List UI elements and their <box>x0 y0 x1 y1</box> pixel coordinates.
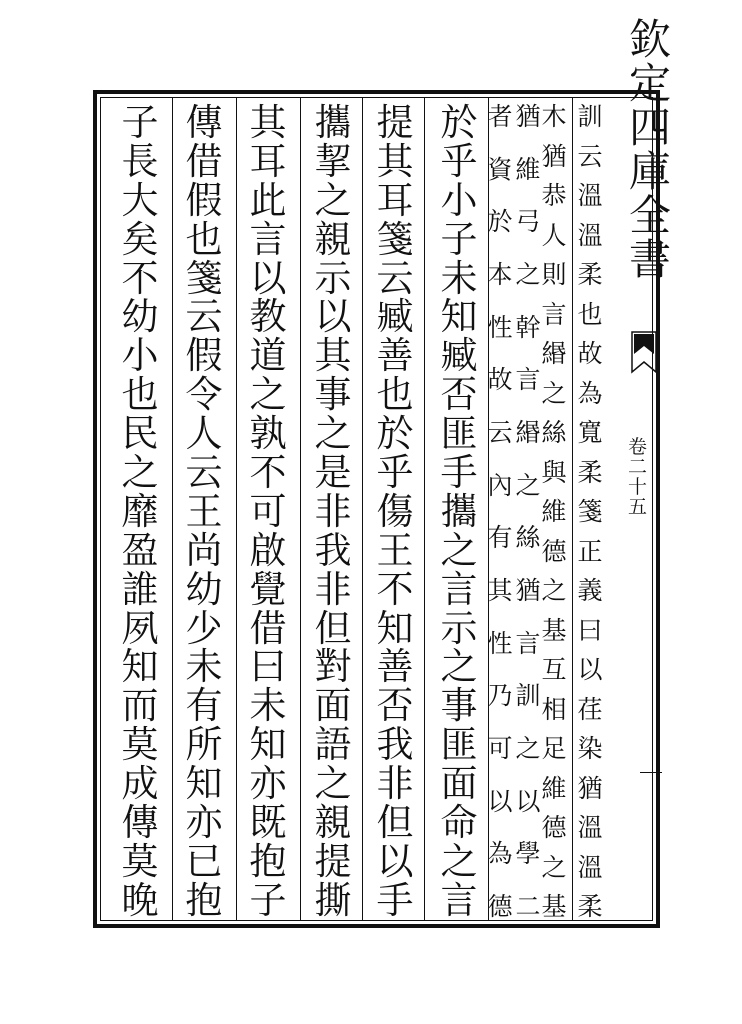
main-text-char: 誰 <box>121 567 159 611</box>
main-text-char: 示 <box>440 606 478 650</box>
commentary-char: 猶 <box>515 102 541 131</box>
main-text-char: 於 <box>440 101 478 144</box>
main-text-char: 長 <box>121 139 159 183</box>
main-text-column <box>117 101 163 922</box>
main-text-char: 否 <box>440 373 478 417</box>
commentary-char: 足 <box>541 734 567 763</box>
main-text-char: 少 <box>185 606 223 650</box>
main-text-char: 箋 <box>376 217 414 261</box>
main-text-char: 盈 <box>121 528 159 572</box>
main-text-char: 之 <box>440 645 478 689</box>
main-text-char: 有 <box>185 684 223 728</box>
main-text-char: 也 <box>376 373 414 417</box>
main-text-char: 孰 <box>249 412 287 456</box>
main-text-char: 攜 <box>314 101 352 144</box>
main-text-char: 子 <box>440 217 478 261</box>
commentary-char: 資 <box>487 154 513 184</box>
main-text-char: 此 <box>249 178 287 222</box>
commentary-char: 正 <box>577 536 603 566</box>
main-text-char: 語 <box>314 723 352 767</box>
main-text-char: 耳 <box>376 178 414 222</box>
commentary-char: 與 <box>541 457 567 487</box>
main-text-char: 是 <box>314 451 352 495</box>
main-text-char: 手 <box>376 878 414 922</box>
commentary-char: 故 <box>577 339 603 368</box>
commentary-char: 維 <box>515 154 541 184</box>
commentary-char: 故 <box>487 365 513 395</box>
commentary-char: 基 <box>541 615 567 645</box>
main-text-char: 覺 <box>249 567 287 611</box>
main-text-char: 不 <box>376 567 414 611</box>
commentary-column <box>485 104 515 919</box>
commentary-char: 人 <box>541 220 567 250</box>
commentary-char: 溫 <box>577 181 603 210</box>
main-text-char: 王 <box>376 528 414 572</box>
commentary-char: 柔 <box>577 260 603 289</box>
column-rule <box>572 97 573 921</box>
main-text-char: 我 <box>376 723 414 767</box>
main-text-char: 乎 <box>376 451 414 495</box>
volume-char: 五 <box>628 495 648 518</box>
commentary-char: 言 <box>541 299 567 329</box>
commentary-char: 云 <box>577 141 603 171</box>
commentary-char: 乃 <box>487 681 513 711</box>
main-text-char: 晚 <box>121 878 159 922</box>
commentary-column <box>539 104 569 919</box>
commentary-char: 荏 <box>577 694 603 724</box>
main-text-char: 匪 <box>440 723 478 767</box>
main-text-column <box>372 101 418 922</box>
commentary-char: 猶 <box>515 575 541 605</box>
main-text-char: 攜 <box>440 489 478 533</box>
commentary-char: 柔 <box>577 457 603 487</box>
main-text-char: 示 <box>314 256 352 300</box>
main-text-char: 莫 <box>121 723 159 767</box>
main-text-column <box>245 101 291 922</box>
commentary-char: 內 <box>487 470 513 500</box>
main-text-char: 小 <box>121 334 159 378</box>
commentary-char: 寬 <box>577 418 603 447</box>
main-text-char: 以 <box>249 256 287 300</box>
main-text-char: 所 <box>185 723 223 767</box>
commentary-char: 猶 <box>541 141 567 171</box>
main-text-char: 矣 <box>121 217 159 261</box>
main-text-char: 既 <box>249 801 287 845</box>
main-text-char: 幼 <box>185 567 223 611</box>
commentary-char: 相 <box>541 694 567 724</box>
main-text-char: 臧 <box>440 334 478 378</box>
main-text-char: 也 <box>185 217 223 261</box>
main-text-char: 傳 <box>185 101 223 144</box>
main-text-char: 我 <box>314 528 352 572</box>
commentary-char: 基 <box>541 892 567 921</box>
commentary-char: 者 <box>487 102 513 131</box>
commentary-char: 之 <box>515 733 541 763</box>
commentary-char: 其 <box>487 575 513 605</box>
main-text-char: 云 <box>185 295 223 339</box>
commentary-char: 之 <box>541 378 567 408</box>
main-text-char: 乎 <box>440 139 478 183</box>
commentary-char: 德 <box>541 536 567 566</box>
main-text-char: 知 <box>249 723 287 767</box>
main-text-char: 其 <box>249 101 287 144</box>
main-text-char: 非 <box>314 489 352 533</box>
main-text-char: 面 <box>440 762 478 806</box>
main-text-char: 靡 <box>121 489 159 533</box>
main-text-char: 借 <box>185 139 223 183</box>
main-text-char: 亦 <box>185 801 223 845</box>
commentary-char: 溫 <box>577 220 603 250</box>
main-text-char: 命 <box>440 801 478 845</box>
main-text-column <box>436 101 482 922</box>
volume-char: 二 <box>628 455 648 478</box>
commentary-char: 言 <box>515 365 541 395</box>
main-text-char: 假 <box>185 178 223 222</box>
main-text-char: 匪 <box>440 412 478 456</box>
commentary-char: 箋 <box>577 497 603 526</box>
main-text-column <box>181 101 227 922</box>
main-text-char: 不 <box>249 451 287 495</box>
main-text-char: 云 <box>185 451 223 495</box>
commentary-column <box>513 104 543 919</box>
main-text-char: 傳 <box>121 801 159 845</box>
main-text-char: 之 <box>314 762 352 806</box>
main-text-char: 非 <box>376 762 414 806</box>
main-text-char: 言 <box>440 878 478 922</box>
commentary-char: 為 <box>577 378 603 408</box>
main-text-char: 撕 <box>314 878 352 922</box>
commentary-char: 可 <box>487 733 513 763</box>
main-text-char: 事 <box>314 373 352 417</box>
main-text-char: 言 <box>440 567 478 611</box>
main-text-char: 令 <box>185 373 223 417</box>
commentary-char: 維 <box>541 497 567 526</box>
title-char: 書 <box>628 235 671 285</box>
commentary-char: 以 <box>515 786 541 816</box>
main-text-char: 人 <box>185 412 223 456</box>
title-char: 定 <box>628 59 671 109</box>
commentary-char: 言 <box>515 628 541 658</box>
commentary-char: 緡 <box>541 339 567 368</box>
main-text-char: 也 <box>121 373 159 417</box>
main-text-char: 假 <box>185 334 223 378</box>
title-char: 庫 <box>628 147 671 197</box>
commentary-char: 以 <box>487 786 513 816</box>
volume-char: 卷 <box>628 436 648 458</box>
commentary-char: 幹 <box>515 312 541 342</box>
commentary-char: 維 <box>541 773 567 803</box>
commentary-char: 義 <box>577 576 603 605</box>
commentary-char: 柔 <box>577 892 603 921</box>
main-text-char: 傷 <box>376 489 414 533</box>
commentary-char: 弓 <box>515 207 541 237</box>
main-text-char: 未 <box>249 684 287 728</box>
main-text-char: 事 <box>440 684 478 728</box>
main-text-char: 借 <box>249 606 287 650</box>
main-text-char: 非 <box>314 567 352 611</box>
main-text-char: 幼 <box>121 295 159 339</box>
main-text-char: 抱 <box>249 839 287 883</box>
column-rule <box>172 97 173 921</box>
main-text-char: 手 <box>440 451 478 495</box>
main-text-char: 民 <box>121 412 159 456</box>
column-rule <box>424 97 425 921</box>
commentary-char: 云 <box>487 417 513 447</box>
main-text-char: 耳 <box>249 139 287 183</box>
main-text-column <box>310 101 356 922</box>
main-text-char: 未 <box>185 645 223 689</box>
main-text-char: 挈 <box>314 139 352 183</box>
main-text-char: 面 <box>314 684 352 728</box>
title-char: 四 <box>628 103 671 153</box>
main-text-char: 言 <box>249 217 287 261</box>
main-text-char: 不 <box>121 256 159 300</box>
commentary-char: 有 <box>487 523 513 553</box>
main-text-char: 道 <box>249 334 287 378</box>
main-text-char: 云 <box>376 256 414 300</box>
main-text-char: 善 <box>376 334 414 378</box>
column-rule <box>300 97 301 921</box>
commentary-char: 德 <box>487 891 513 921</box>
commentary-char: 以 <box>577 655 603 684</box>
main-text-char: 可 <box>249 489 287 533</box>
column-rule <box>236 97 237 921</box>
commentary-char: 恭 <box>541 181 567 210</box>
main-text-char: 知 <box>440 295 478 339</box>
commentary-char: 互 <box>541 655 567 684</box>
commentary-char: 之 <box>515 259 541 289</box>
main-text-char: 曰 <box>249 645 287 689</box>
main-text-char: 之 <box>314 178 352 222</box>
main-text-char: 親 <box>314 801 352 845</box>
main-text-char: 子 <box>249 878 287 922</box>
main-text-char: 以 <box>314 295 352 339</box>
main-text-char: 知 <box>376 606 414 650</box>
main-text-char: 未 <box>440 256 478 300</box>
commentary-char: 溫 <box>577 852 603 882</box>
main-text-char: 抱 <box>185 878 223 922</box>
commentary-char: 之 <box>541 576 567 605</box>
main-text-char: 之 <box>249 373 287 417</box>
volume-char: 十 <box>628 475 648 498</box>
main-text-char: 成 <box>121 762 159 806</box>
main-text-char: 啟 <box>249 528 287 572</box>
main-text-char: 善 <box>376 645 414 689</box>
main-text-char: 子 <box>121 101 159 144</box>
commentary-char: 緡 <box>515 417 541 447</box>
commentary-char: 木 <box>541 102 567 131</box>
main-text-char: 親 <box>314 217 352 261</box>
commentary-char: 德 <box>541 813 567 842</box>
main-text-char: 於 <box>376 412 414 456</box>
main-text-char: 小 <box>440 178 478 222</box>
commentary-char: 本 <box>487 259 513 289</box>
commentary-char: 則 <box>541 260 567 289</box>
main-text-char: 但 <box>376 801 414 845</box>
commentary-char: 曰 <box>577 615 603 645</box>
main-text-char: 夙 <box>121 606 159 650</box>
main-text-char: 提 <box>314 839 352 883</box>
commentary-char: 性 <box>487 628 513 658</box>
commentary-char: 之 <box>515 470 541 500</box>
main-text-char: 其 <box>314 334 352 378</box>
main-text-char: 亦 <box>249 762 287 806</box>
commentary-char: 絲 <box>515 523 541 553</box>
commentary-char: 二 <box>515 891 541 921</box>
commentary-char: 猶 <box>577 773 603 803</box>
title-char: 欽 <box>628 15 671 64</box>
main-text-char: 但 <box>314 606 352 650</box>
main-text-char: 知 <box>185 762 223 806</box>
commentary-char: 於 <box>487 207 513 237</box>
main-text-char: 莫 <box>121 839 159 883</box>
main-text-char: 已 <box>185 839 223 883</box>
main-text-char: 尚 <box>185 528 223 572</box>
title-char: 全 <box>628 191 671 241</box>
main-text-char: 教 <box>249 295 287 339</box>
main-text-char: 對 <box>314 645 352 689</box>
main-text-char: 之 <box>440 839 478 883</box>
commentary-char: 訓 <box>577 102 603 131</box>
main-text-char: 而 <box>121 684 159 728</box>
main-text-char: 之 <box>314 412 352 456</box>
commentary-char: 之 <box>541 852 567 882</box>
main-text-char: 之 <box>440 528 478 572</box>
commentary-char: 為 <box>487 839 513 869</box>
commentary-char: 訓 <box>515 681 541 711</box>
commentary-char: 染 <box>577 734 603 763</box>
main-text-char: 之 <box>121 451 159 495</box>
commentary-char: 也 <box>577 299 603 329</box>
main-text-char: 知 <box>121 645 159 689</box>
main-text-char: 王 <box>185 489 223 533</box>
main-text-char: 箋 <box>185 256 223 300</box>
main-text-char: 大 <box>121 178 159 222</box>
main-text-char: 提 <box>376 101 414 144</box>
main-text-char: 以 <box>376 839 414 883</box>
main-text-char: 臧 <box>376 295 414 339</box>
column-rule <box>362 97 363 921</box>
commentary-column <box>575 104 605 919</box>
main-text-char: 否 <box>376 684 414 728</box>
commentary-char: 性 <box>487 312 513 342</box>
commentary-char: 溫 <box>577 813 603 842</box>
commentary-char: 絲 <box>541 418 567 447</box>
main-text-char: 其 <box>376 139 414 183</box>
commentary-char: 學 <box>515 839 541 869</box>
